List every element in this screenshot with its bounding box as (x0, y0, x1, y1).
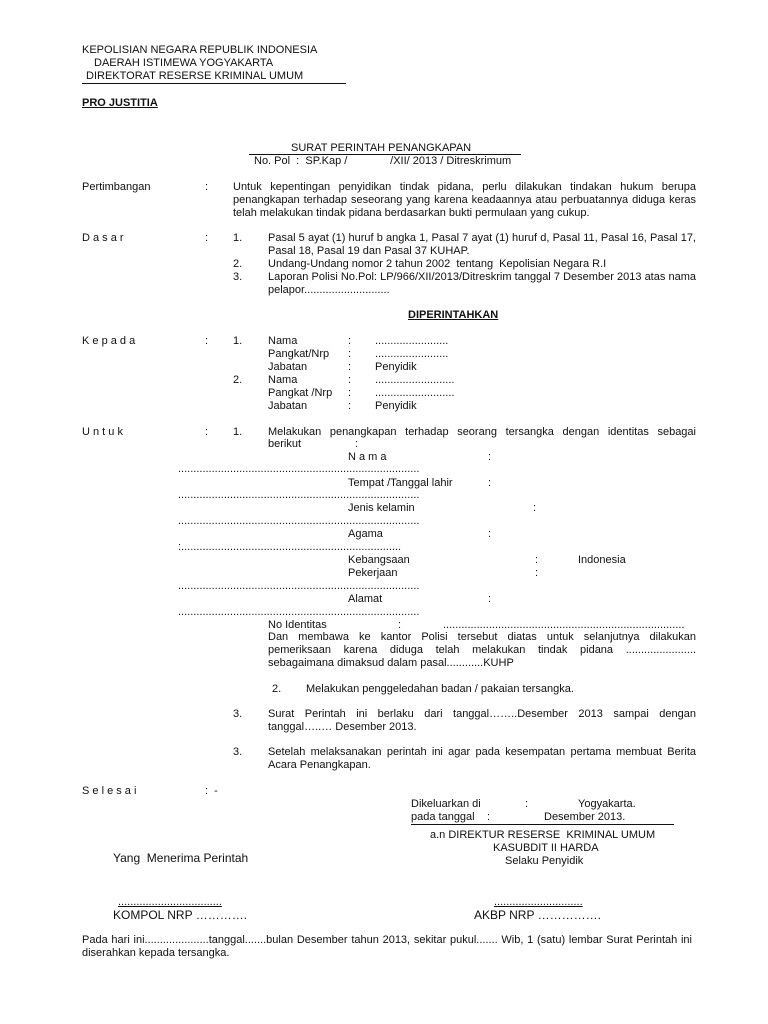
signer-title-2: KASUBDIT II HARDA (493, 842, 599, 854)
untuk-item-1-colon: : (355, 438, 359, 450)
kepada-person-1-num: 1. (233, 335, 243, 347)
person-field-value: Penyidik (375, 361, 417, 373)
issued-place-value: Yogyakarta. (578, 798, 636, 810)
issued-place-label: Dikeluarkan di (411, 798, 481, 810)
signer-title-3: Selaku Penyidik (505, 855, 584, 867)
no-identitas-dots: ............................................................................... (443, 619, 685, 631)
dasar-item-3-num: 3. (233, 271, 243, 283)
identity-label: Pekerjaan (348, 567, 398, 579)
header-underline (82, 83, 346, 84)
receiver-name: KOMPOL NRP …………. (113, 908, 248, 922)
person-field-label: Pangkat/Nrp (268, 348, 330, 360)
untuk-bawa-text: Dan membawa ke kantor Polisi tersebut diatas untuk selanjutnya dilakukan pemeriksaan karena diduga telah melakukan tindak pidana ....................... sebagaimana dimaksud dalam pasal............KUHP (268, 631, 696, 669)
untuk-item-4-num: 3. (233, 746, 243, 758)
dasar-item-1-text: Pasal 5 ayat (1) huruf b angka 1, Pasal 7 ayat (1) huruf d, Pasal 11, Pasal 16, Pasal 17, Pasal 18, Pasal 19 dan Pasal 37 KUHAP. (268, 232, 696, 257)
identity-dots: :........................................................................ (178, 541, 402, 553)
selesai-value: : - (205, 785, 218, 797)
person-field-label: Jabatan (268, 361, 308, 373)
document-title: SURAT PERINTAH PENANGKAPAN (291, 142, 472, 154)
identity-dots: ............................................................................... (178, 606, 420, 618)
person-field-colon: : (348, 361, 352, 373)
identity-label: Jenis kelamin (348, 502, 415, 514)
receiver-dots: .................................. (118, 896, 222, 908)
signer-title-1: a.n DIREKTUR RESERSE KRIMINAL UMUM (430, 829, 656, 841)
signer-name: AKBP NRP ……………. (474, 908, 601, 922)
person-field-colon: : (348, 374, 352, 386)
issued-underline (411, 824, 674, 825)
no-identitas-label: No Identitas (268, 619, 327, 631)
identity-label: Agama (348, 528, 383, 540)
selesai-label: S e l e s a i (82, 785, 137, 797)
pro-justitia: PRO JUSTITIA (82, 97, 158, 109)
untuk-item-1-text: Melakukan penangkapan terhadap seorang tersangka dengan identitas sebagai (268, 426, 696, 438)
person-field-value: ........................ (375, 335, 449, 347)
identity-colon: : (488, 451, 492, 463)
dasar-item-3-text: Laporan Polisi No.Pol: LP/966/XII/2013/Ditreskrim tanggal 7 Desember 2013 atas nama pelapor............................ (268, 271, 696, 296)
untuk-item-1-cont: berikut (268, 438, 302, 450)
person-field-value: ........................ (375, 348, 449, 360)
kepada-colon: : (205, 335, 209, 347)
identity-colon: : (535, 554, 539, 566)
document-number: No. Pol : SP.Kap / /XII/ 2013 / Ditreskrimum (254, 155, 512, 167)
dasar-item-2-num: 2. (233, 258, 243, 270)
dasar-item-2-text: Undang-Undang nomor 2 tahun 2002 tentang Kepolisian Negara R.I (268, 258, 607, 270)
kepada-person-2-num: 2. (233, 374, 243, 386)
pertimbangan-text: Untuk kepentingan penyidikan tindak pidana, perlu dilakukan tindakan hukum berupa penangkapan terhadap seseorang yang karena keadaannya atau perbuatannya diduga keras telah melakukan tindak pidana berdasarkan bukti permulaan yang cukup. (233, 181, 696, 219)
untuk-item-2-num: 2. (272, 683, 282, 695)
person-field-colon: : (348, 400, 352, 412)
person-field-value: .......................... (375, 387, 455, 399)
identity-dots: ............................................................................... (178, 515, 420, 527)
identity-label: Kebangsaan (348, 554, 410, 566)
person-field-colon: : (348, 348, 352, 360)
header-line-2: DAERAH ISTIMEWA YOGYAKARTA (94, 57, 274, 69)
identity-value: Indonesia (578, 554, 626, 566)
identity-colon: : (533, 502, 537, 514)
identity-colon: : (488, 593, 492, 605)
diperintahkan-heading: DIPERINTAHKAN (408, 309, 499, 321)
kepada-label: K e p a d a (82, 335, 136, 347)
header-line-3: DIREKTORAT RESERSE KRIMINAL UMUM (86, 70, 304, 82)
identity-colon: : (488, 528, 492, 540)
untuk-item-2-text: Melakukan penggeledahan badan / pakaian tersangka. (306, 683, 574, 695)
no-identitas-colon: : (398, 619, 402, 631)
dasar-label: D a s a r (82, 232, 124, 244)
person-field-label: Nama (268, 335, 298, 347)
untuk-label: U n t u k (82, 426, 123, 438)
person-field-colon: : (348, 335, 352, 347)
person-field-label: Pangkat /Nrp (268, 387, 333, 399)
identity-label: N a m a (348, 451, 387, 463)
issued-place-colon: : (525, 798, 529, 810)
header-line-1: KEPOLISIAN NEGARA REPUBLIK INDONESIA (82, 44, 318, 56)
issued-date-colon: : (487, 811, 491, 823)
dasar-colon: : (205, 232, 209, 244)
dasar-item-1-num: 1. (233, 232, 243, 244)
untuk-item-3-text: Surat Perintah ini berlaku dari tanggal……..Desember 2013 sampai dengan tanggal…..… Desember 2013. (268, 708, 696, 733)
identity-colon: : (488, 477, 492, 489)
issued-date-label: pada tanggal (411, 811, 475, 823)
identity-label: Tempat /Tanggal lahir (348, 477, 453, 489)
person-field-value: .......................... (375, 374, 455, 386)
untuk-colon: : (205, 426, 209, 438)
untuk-item-3-num: 3. (233, 708, 243, 720)
person-field-colon: : (348, 387, 352, 399)
person-field-label: Jabatan (268, 400, 308, 412)
identity-dots: ............................................................................... (178, 580, 420, 592)
issued-date-value: Desember 2013. (544, 811, 626, 823)
identity-label: Alamat (348, 593, 383, 605)
identity-dots: ............................................................................... (178, 463, 420, 475)
identity-colon: : (535, 567, 539, 579)
person-field-value: Penyidik (375, 400, 417, 412)
pertimbangan-colon: : (205, 181, 209, 193)
untuk-item-4-text: Setelah melaksanakan perintah ini agar pada kesempatan pertama membuat Berita Acara Penangkapan. (268, 746, 696, 771)
untuk-item-1-num: 1. (233, 426, 243, 438)
signer-dots: ............................. (494, 896, 583, 908)
person-field-label: Nama (268, 374, 298, 386)
footer-statement: Pada hari ini.....................tanggal.......bulan Desember tahun 2013, sekitar pukul....... Wib, 1 (satu) lembar Surat Perintah ini diserahkan kepada tersangka. (82, 934, 692, 959)
identity-dots: ............................................................................... (178, 489, 420, 501)
receiver-caption: Yang Menerima Perintah (113, 851, 249, 865)
pertimbangan-label: Pertimbangan (82, 181, 151, 193)
